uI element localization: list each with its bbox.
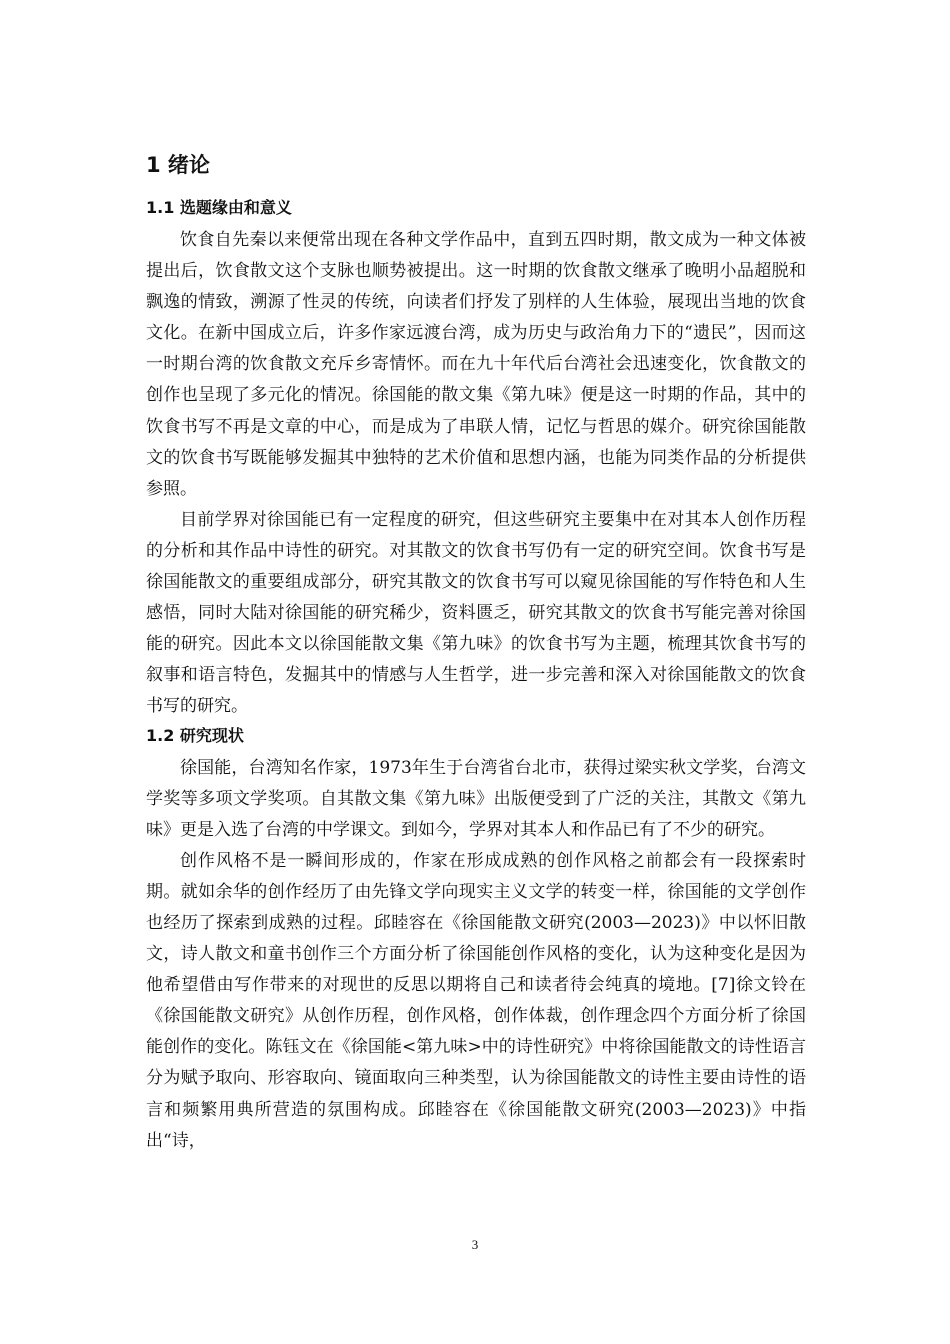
page-body	[146, 150, 806, 1157]
paragraph: 创作风格不是一瞬间形成的，作家在形成成熟的创作风格之前都会有一段探索时期。就如余华的创作经历了由先锋文学向现实主义文学的转变一样，徐国能的文学创作也经历了探索到成熟的过程。邱睦容在《徐国能散文研究(2003—2023)》中以怀旧散文，诗人散文和童书创作三个方面分析了徐国能创作风格的变化，认为这种变化是因为他希望借由写作带来的对现世的反思以期将自己和读者待会纯真的境地。[7]徐文铃在《徐国能散文研究》从创作历程，创作风格，创作体裁，创作理念四个方面分析了徐国能创作的变化。陈钰文在《徐国能<第九味>中的诗性研究》中将徐国能散文的诗性语言分为赋予取向、形容取向、镜面取向三种类型，认为徐国能散文的诗性主要由诗性的语言和频繁用典所营造的氛围构成。邱睦容在《徐国能散文研究(2003—2023)》中指出“诗，	[146, 850, 806, 1151]
paragraph: 饮食自先秦以来便常出现在各种文学作品中，直到五四时期，散文成为一种文体被提出后，饮食散文这个支脉也顺势被提出。这一时期的饮食散文继承了晚明小品超脱和飘逸的情致，溯源了性灵的传统，向读者们抒发了别样的人生体验，展现出当地的饮食文化。在新中国成立后，许多作家远渡台湾，成为历史与政治角力下的“遗民”，因而这一时期台湾的饮食散文充斥乡寄情怀。而在九十年代后台湾社会迅速变化，饮食散文的创作也呈现了多元化的情况。徐国能的散文集《第九味》便是这一时期的作品，其中的饮食书写不再是文章的中心，而是成为了串联人情，记忆与哲思的媒介。研究徐国能散文的饮食书写既能够发掘其中独特的艺术价值和思想内涵，也能为同类作品的分析提供参照。	[146, 230, 806, 499]
paragraph: 徐国能，台湾知名作家，1973年生于台湾省台北市，获得过梁实秋文学奖，台湾文学奖等多项文学奖项。自其散文集《第九味》出版便受到了广泛的关注，其散文《第九味》更是入选了台湾的中学课文。到如今，学界对其本人和作品已有了不少的研究。	[146, 757, 806, 840]
page-number: 3	[471, 1237, 479, 1252]
section-heading: 1.1 选题缘由和意义	[146, 198, 292, 217]
section-1-2	[146, 725, 806, 1157]
section-1-1	[146, 197, 806, 723]
paragraph: 目前学界对徐国能已有一定程度的研究，但这些研究主要集中在对其本人创作历程的分析和其作品中诗性的研究。对其散文的饮食书写仍有一定的研究空间。饮食书写是徐国能散文的重要组成部分，研究其散文的饮食书写可以窥见徐国能的写作特色和人生感悟，同时大陆对徐国能的研究稀少，资料匮乏，研究其散文的饮食书写能完善对徐国能的研究。因此本文以徐国能散文集《第九味》的饮食书写为主题，梳理其饮食书写的叙事和语言特色，发掘其中的情感与人生哲学，进一步完善和深入对徐国能散文的饮食书写的研究。	[146, 509, 806, 717]
section-heading: 1.2 研究现状	[146, 725, 244, 745]
chapter-title: 1 绪论	[146, 153, 210, 177]
